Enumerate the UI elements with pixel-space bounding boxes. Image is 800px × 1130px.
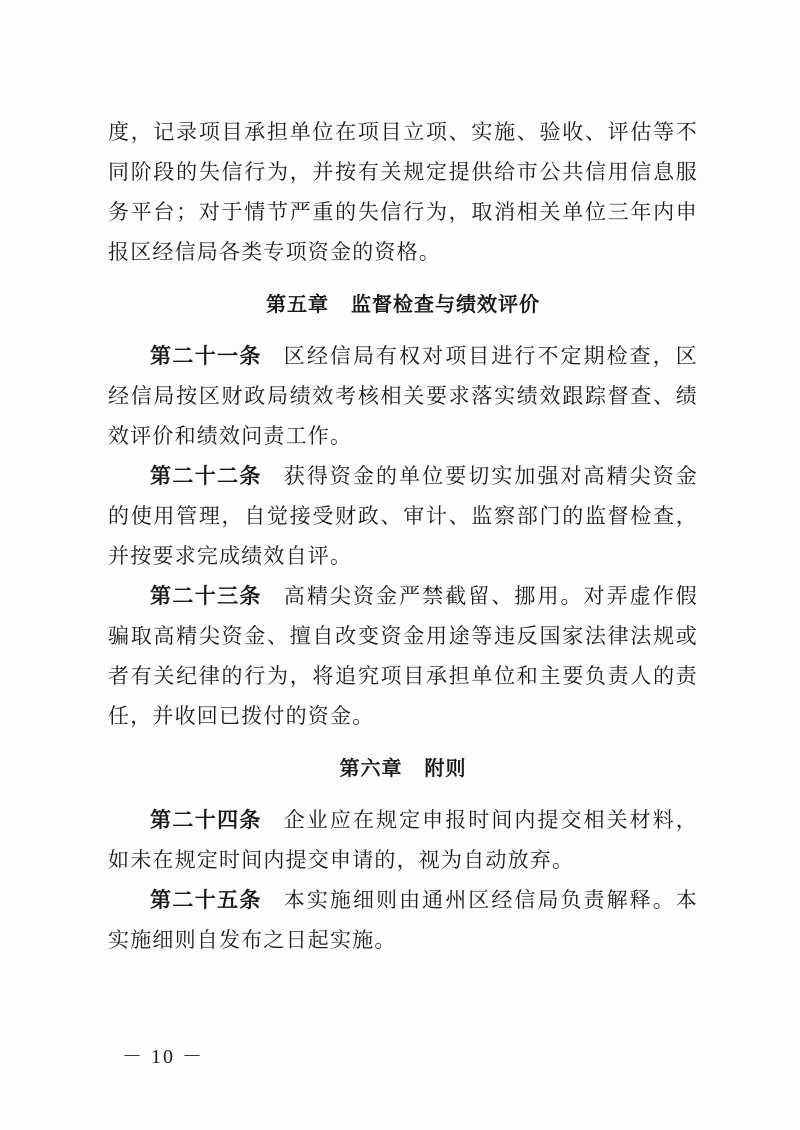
article-label: 第二十三条: [150, 584, 262, 608]
article-text: 获得资金的单位要切实加强对高精尖资金的使用管理，自觉接受财政、审计、监察部门的监督检查，并按要求完成绩效自评。: [108, 464, 698, 568]
article-label: 第二十四条: [150, 808, 262, 832]
article-label: 第二十五条: [150, 888, 262, 912]
chapter-number: 第五章: [266, 292, 329, 316]
article-label: 第二十二条: [150, 464, 262, 488]
article-label: 第二十一条: [150, 344, 262, 368]
article-24: [108, 800, 698, 880]
chapter-heading-5: [108, 286, 698, 322]
chapter-heading-6: [108, 750, 698, 786]
article-text: 企业应在规定申报时间内提交相关材料，如未在规定时间内提交申请的，视为自动放弃。: [108, 808, 698, 872]
chapter-title: 附则: [424, 756, 467, 780]
article-22: [108, 456, 698, 576]
document-body: [108, 112, 698, 960]
chapter-number: 第六章: [339, 756, 403, 780]
article-text: 高精尖资金严禁截留、挪用。对弄虚作假骗取高精尖资金、擅自改变资金用途等违反国家法律法规或者有关纪律的行为，将追究项目承担单位和主要负责人的责任，并收回已拨付的资金。: [108, 584, 698, 728]
article-25: [108, 880, 698, 960]
article-21: [108, 336, 698, 456]
page-number: － 10 －: [122, 1046, 204, 1068]
chapter-title: 监督检查与绩效评价: [351, 292, 540, 316]
article-text: 区经信局有权对项目进行不定期检查，区经信局按区财政局绩效考核相关要求落实绩效跟踪督查、绩效评价和绩效问责工作。: [108, 344, 698, 448]
article-text: 本实施细则由通州区经信局负责解释。本实施细则自发布之日起实施。: [108, 888, 698, 952]
intro-paragraph: 度，记录项目承担单位在项目立项、实施、验收、评估等不同阶段的失信行为，并按有关规定提供给市公共信用信息服务平台；对于情节严重的失信行为，取消相关单位三年内申报区经信局各类专项资金的资格。: [108, 120, 698, 264]
article-23: [108, 576, 698, 736]
